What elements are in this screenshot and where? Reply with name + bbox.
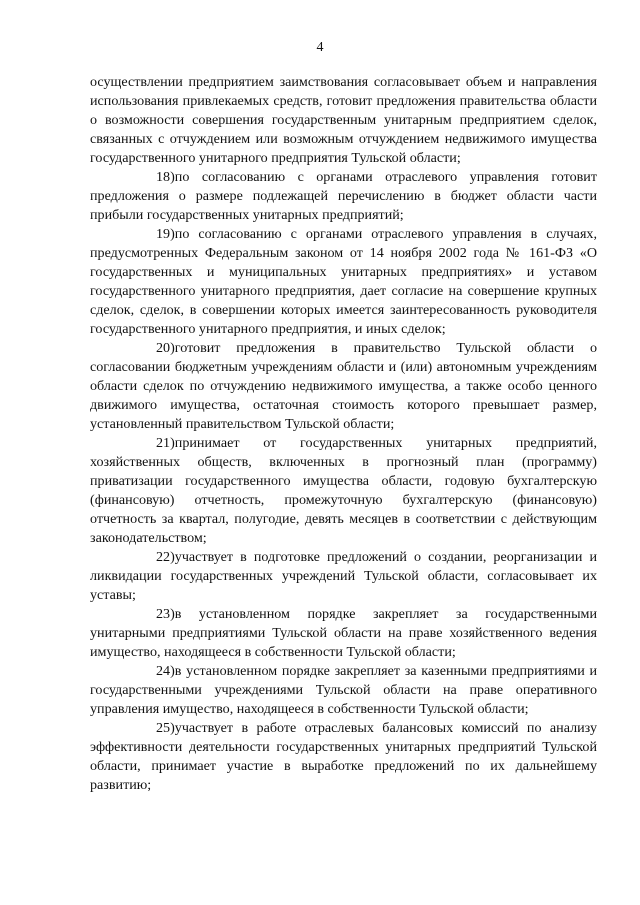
list-item-22	[90, 548, 597, 605]
item-text: по согласованию с органами отраслевого управления в случаях, предусмотренных Федеральным законом от 14 ноября 2002 года № 161-ФЗ «О государственных и муниципальных унитарных предприятиях» и уставом государственного унитарного предприятия, дает согласие на совершение крупных сделок, сделок, в совершении которых имеется заинтересованность руководителя государственного унитарного предприятия, и иных сделок;	[90, 226, 597, 337]
item-text: готовит предложения в правительство Тульской области о согласовании бюджетным учреждениям области и (или) автономным учреждениям области сделок по отчуждению недвижимого имущества, а также особо ценного движимого имущества, остаточная стоимость которого превышает размер, установленный правительством Тульской области;	[90, 340, 597, 432]
paragraph-continuation	[90, 73, 597, 168]
list-item-23	[90, 605, 597, 662]
list-item-24	[90, 662, 597, 719]
item-number: 21)	[156, 435, 175, 451]
item-number: 19)	[156, 226, 175, 242]
item-number: 20)	[156, 340, 175, 356]
list-item-21	[90, 434, 597, 548]
item-text: по согласованию с органами отраслевого управления готовит предложения о размере подлежащей перечислению в бюджет области части прибыли государственных унитарных предприятий;	[90, 169, 597, 223]
item-text: в установленном порядке закрепляет за государственными унитарными предприятиями Тульской области на праве хозяйственного ведения имущество, находящееся в собственности Тульской области;	[90, 606, 597, 660]
item-number: 22)	[156, 549, 175, 565]
item-text: в установленном порядке закрепляет за казенными предприятиями и государственными учреждениями Тульской области на праве оперативного управления имущество, находящееся в собственности Тульской области;	[90, 663, 597, 717]
list-item-18	[90, 168, 597, 225]
item-number: 24)	[156, 663, 175, 679]
item-text: участвует в подготовке предложений о создании, реорганизации и ликвидации государственных учреждений Тульской области, согласовывает их уставы;	[90, 549, 597, 603]
list-item-19	[90, 225, 597, 339]
item-number: 23)	[156, 606, 175, 622]
list-item-20	[90, 339, 597, 434]
item-number: 18)	[156, 169, 175, 185]
page-number: 4	[316, 40, 324, 55]
list-item-25	[90, 719, 597, 795]
document-body	[90, 73, 597, 795]
item-text: принимает от государственных унитарных предприятий, хозяйственных обществ, включенных в прогнозный план (программу) приватизации государственного имущества области, годовую бухгалтерскую (финансовую) отчетность, промежуточную бухгалтерскую (финансовую) отчетность за квартал, полугодие, девять месяцев в соответствии с действующим законодательством;	[90, 435, 597, 546]
paragraph-text: осуществлении предприятием заимствования согласовывает объем и направления использования привлекаемых средств, готовит предложения правительства области о возможности совершения государственным унитарным предприятием сделок, связанных с отчуждением или возможным отчуждением недвижимого имущества государственного унитарного предприятия Тульской области;	[90, 74, 597, 166]
item-number: 25)	[156, 720, 175, 736]
item-text: участвует в работе отраслевых балансовых комиссий по анализу эффективности деятельности государственных унитарных предприятий Тульской области, принимает участие в выработке предложений по их дальнейшему развитию;	[90, 720, 597, 793]
